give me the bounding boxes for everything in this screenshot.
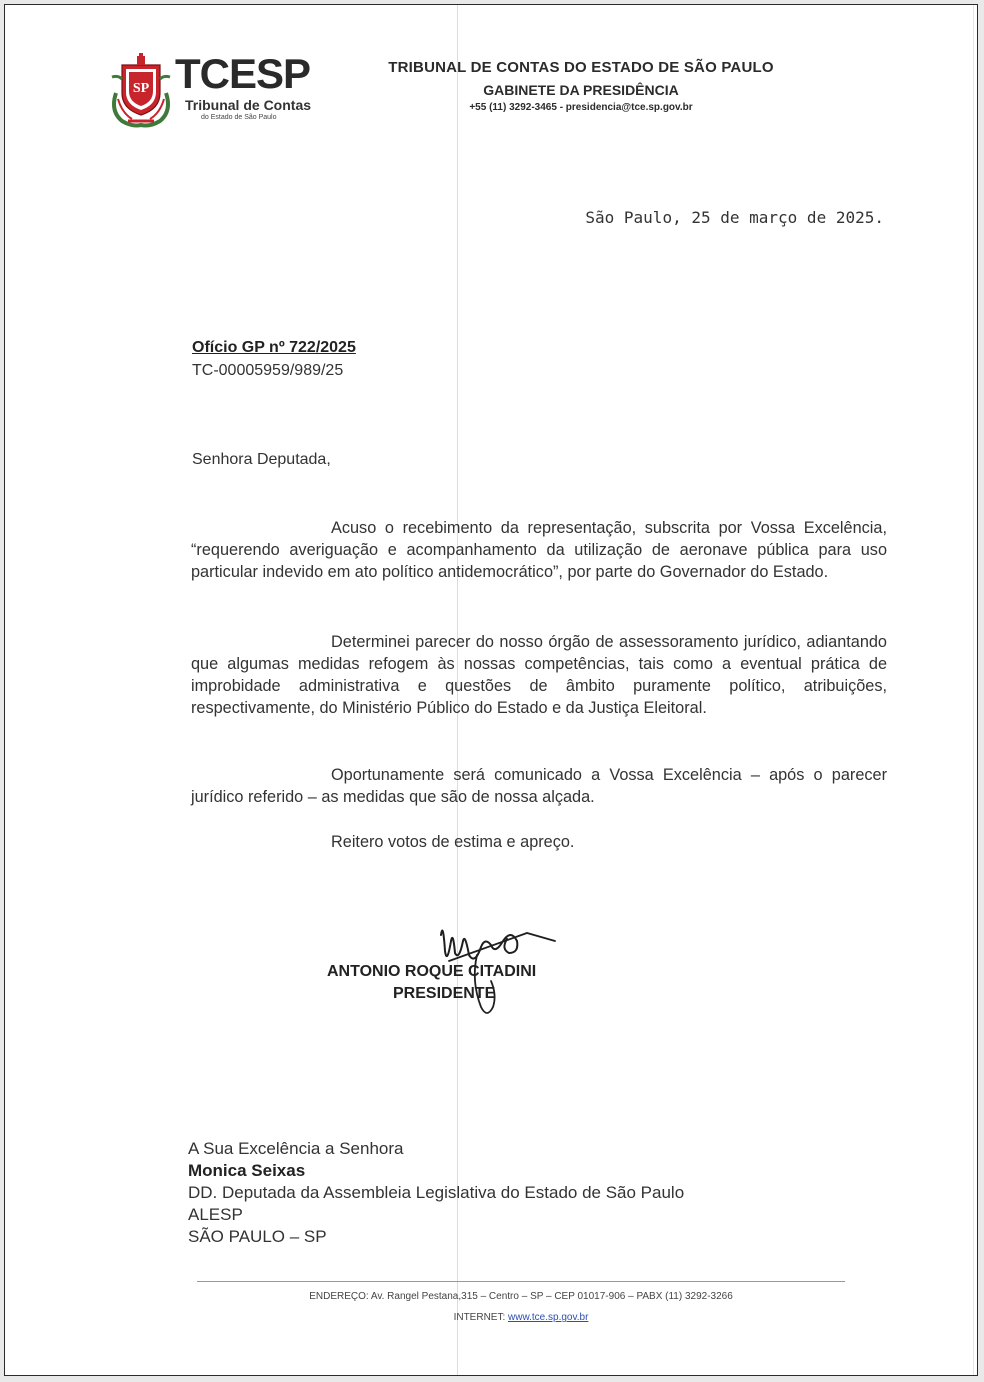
- svg-text:SP: SP: [132, 81, 150, 96]
- date-line: São Paulo, 25 de março de 2025.: [585, 208, 884, 227]
- addressee-name: Monica Seixas: [188, 1161, 306, 1180]
- closing-paragraph: Reitero votos de estima e apreço.: [331, 833, 575, 851]
- letter-page: [4, 4, 978, 1376]
- body-paragraph: Determinei parecer do nosso órgão de assessoramento jurídico, adiantando que algumas medidas refogem às nossas competências, tais como a eventual prática de improbidade administrativa e questões de âmbito puramente político, atribuições, respectivamente, do Ministério Público do Estado e da Justiça Eleitoral.: [191, 633, 887, 717]
- addressee-line: ALESP: [188, 1205, 243, 1224]
- addressee-line: A Sua Excelência a Senhora: [188, 1139, 404, 1158]
- header-contact: +55 (11) 3292-3465 - presidencia@tce.sp.gov.br: [469, 102, 693, 113]
- footer-website-link[interactable]: www.tce.sp.gov.br: [508, 1312, 589, 1323]
- logo-subtitle: Tribunal de Contas: [185, 97, 312, 113]
- signatory-role: PRESIDENTE: [393, 985, 496, 1002]
- sao-paulo-crest-icon: [108, 53, 174, 129]
- footer-address: ENDEREÇO: Av. Rangel Pestana,315 – Centro – SP – CEP 01017-906 – PABX (11) 3292-3266: [309, 1291, 733, 1302]
- salutation: Senhora Deputada,: [192, 451, 331, 468]
- footer-internet-label: INTERNET:: [453, 1312, 509, 1323]
- footer-internet: [197, 1312, 845, 1323]
- oficio-number: Ofício GP nº 722/2025: [192, 339, 356, 356]
- org-name: TRIBUNAL DE CONTAS DO ESTADO DE SÃO PAULO: [388, 59, 774, 76]
- signatory-name: ANTONIO ROQUE CITADINI: [327, 963, 537, 980]
- logo-wordmark: TCESP: [175, 50, 311, 97]
- body-paragraph: Acuso o recebimento da representação, subscrita por Vossa Excelência, “requerendo averiguação e acompanhamento da utilização de aeronave pública para uso particular indevido em ato político antidemocrático”, por parte do Governador do Estado.: [191, 519, 887, 581]
- paper-edge-line: [973, 5, 974, 1375]
- body-paragraph: Oportunamente será comunicado a Vossa Excelência – após o parecer jurídico referido – as medidas que são de nossa alçada.: [191, 766, 887, 806]
- addressee-line: SÃO PAULO – SP: [188, 1227, 327, 1246]
- office-name: GABINETE DA PRESIDÊNCIA: [483, 82, 679, 98]
- footer-divider: [197, 1281, 845, 1282]
- process-number: TC-00005959/989/25: [192, 362, 344, 379]
- addressee-line: DD. Deputada da Assembleia Legislativa do Estado de São Paulo: [188, 1183, 685, 1202]
- logo-subtitle-small: do Estado de São Paulo: [201, 114, 277, 121]
